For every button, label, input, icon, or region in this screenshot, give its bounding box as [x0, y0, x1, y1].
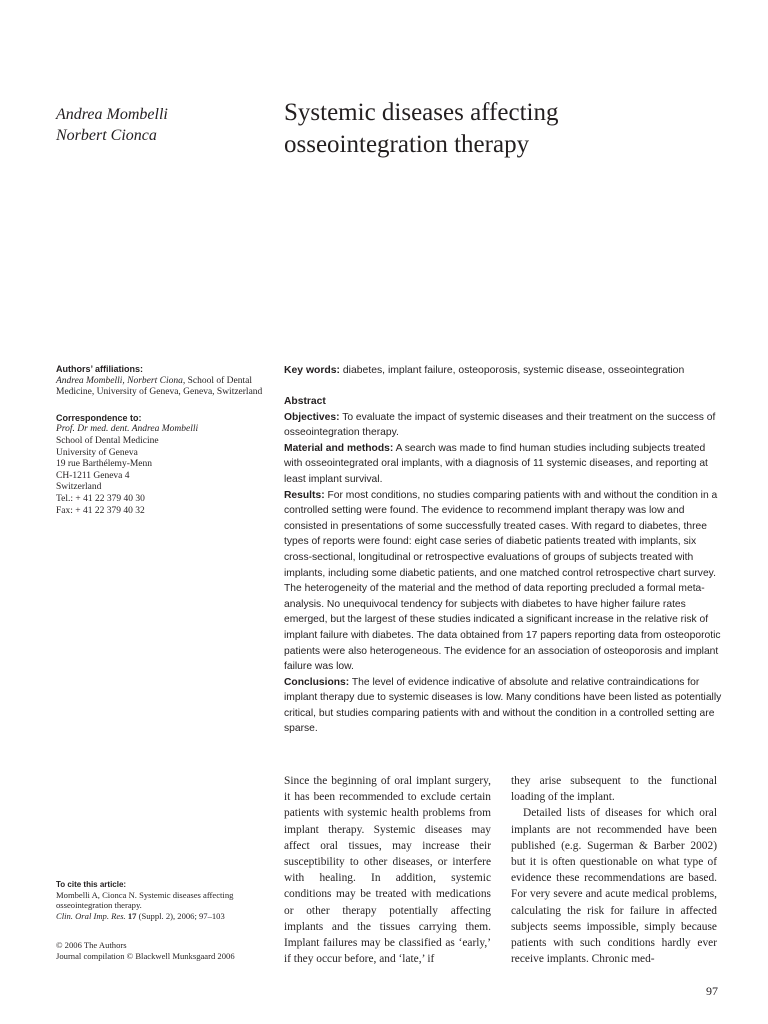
body-paragraph: they arise subsequent to the functional loading of the implant.: [511, 775, 717, 804]
citation-label: To cite this article:: [56, 880, 127, 889]
body-column-1: Since the beginning of oral implant surgery, it has been recommended to exclude certain patients with systemic health problems from implant therapy. Systemic diseases may affect oral tissues, may increase their susceptibility to other diseases, or interfere with healing. In addition, systemic conditions may be treated with medications or other therapy potentially affecting implants and the tissues carrying them. Implant failures may be classified as ‘early,’ if they occur before, and ‘late,’ if: [284, 775, 491, 966]
correspondence-name: Prof. Dr med. dent. Andrea Mombelli: [56, 424, 199, 435]
correspondence-line: CH-1211 Geneva 4: [56, 470, 130, 481]
affiliations-names: Andrea Mombelli, Norbert Ciona,: [56, 375, 186, 386]
correspondence-label: Correspondence to:: [56, 412, 142, 423]
affiliations-institution: School of Dental Medicine, University of Geneva, Geneva, Switzerland: [56, 375, 263, 398]
abstract-heading: Abstract: [284, 396, 326, 407]
body-paragraph: Detailed lists of diseases for which oral implants are not recommended have been published (e.g. Sugerman & Barber 2002) but it is often questionable on what type of evidence these recommendations are based. For very severe and acute medical problems, calculating the risk for failure in affected subjects seems impossible, simply because patients with such conditions hardly ever receive implants. Chronic med-: [511, 807, 717, 966]
results-text: For most conditions, no studies comparing patients with and without the condition in a controlled setting were found. The evidence to recommend implant therapy was low and consisted in presentations of some successfully treated cases. With regard to diabetes, three types of reports were found: eight case series of diabetic patients treated with implants, six cross-sectional, longitudinal or retrospective evaluations of groups of subjects treated with implants, including some diabetic patients, and one matched control retrospective chart survey. The heterogeneity of the material and the method of data reporting precluded a formal meta-analysis. No unequivocal tendency for subjects with diabetes to have higher failure rates emerged, but the largest of these studies indicated a significant increase in the relative risk of implant failure with diabetes. The data obtained from 17 papers reporting data from osteoporotic patients were also heterogeneous. The evidence for an association of osteoporosis and implant failure was low.: [284, 489, 721, 673]
citation-text: Mombelli A, Cionca N. Systemic diseases affecting osseointegration therapy.: [56, 890, 234, 911]
copyright-line: © 2006 The Authors: [56, 940, 127, 950]
affiliations-block: [56, 364, 266, 517]
correspondence-line: Fax: + 41 22 379 40 32: [56, 505, 145, 516]
conclusions-text: The level of evidence indicative of absolute and relative contraindications for implant therapy due to systemic diseases is low. Many conditions have been listed as potentially critical, but studies comparing patients with and without the condition in a controlled setting are sparse.: [284, 676, 722, 735]
correspondence-line: University of Geneva: [56, 447, 138, 458]
citation-journal-line: [56, 911, 266, 921]
results-label: Results:: [284, 489, 325, 501]
keywords: [284, 364, 724, 378]
correspondence-line: Switzerland: [56, 482, 102, 493]
page-number: 97: [706, 984, 718, 998]
objectives-text: To evaluate the impact of systemic diseases and their treatment on the success of osseointegration therapy.: [284, 411, 716, 439]
citation-pages: (Suppl. 2), 2006; 97–103: [136, 910, 225, 921]
citation-journal: Clin. Oral Imp. Res.: [56, 910, 126, 921]
abstract-objectives: [284, 410, 724, 441]
correspondence-line: 19 rue Barthélemy-Menn: [56, 459, 153, 470]
abstract: [284, 394, 724, 737]
correspondence-line: School of Dental Medicine: [56, 435, 159, 446]
title-line: Systemic diseases affecting: [284, 99, 559, 126]
methods-text: A search was made to find human studies including subjects treated with osseointegrated oral implants, with a diagnosis of 11 systemic diseases, and reporting at least implant survival.: [284, 442, 708, 485]
conclusions-label: Conclusions:: [284, 676, 350, 688]
abstract-results: [284, 488, 724, 675]
copyright-line: Journal compilation © Blackwell Munksgaard 2006: [56, 951, 235, 961]
author-name: Andrea Mombelli: [56, 106, 168, 123]
author-list: [56, 104, 266, 146]
citation-block: [56, 880, 266, 921]
keywords-text: diabetes, implant failure, osteoporosis, systemic disease, osseointegration: [340, 365, 685, 376]
affiliations-text: [56, 376, 266, 399]
methods-label: Material and methods:: [284, 442, 394, 454]
author-name: Norbert Cionca: [56, 127, 157, 144]
affiliations-label: Authors’ affiliations:: [56, 364, 144, 374]
abstract-conclusions: [284, 675, 724, 737]
abstract-methods: [284, 441, 724, 488]
correspondence-line: Tel.: + 41 22 379 40 30: [56, 493, 145, 504]
objectives-label: Objectives:: [284, 411, 340, 423]
keywords-label: Key words:: [284, 365, 341, 376]
article-title: [284, 97, 724, 161]
citation-volume: 17: [127, 910, 137, 921]
title-line: osseointegration therapy: [284, 131, 530, 158]
copyright-block: [56, 940, 266, 962]
body-column-2: [511, 773, 717, 967]
